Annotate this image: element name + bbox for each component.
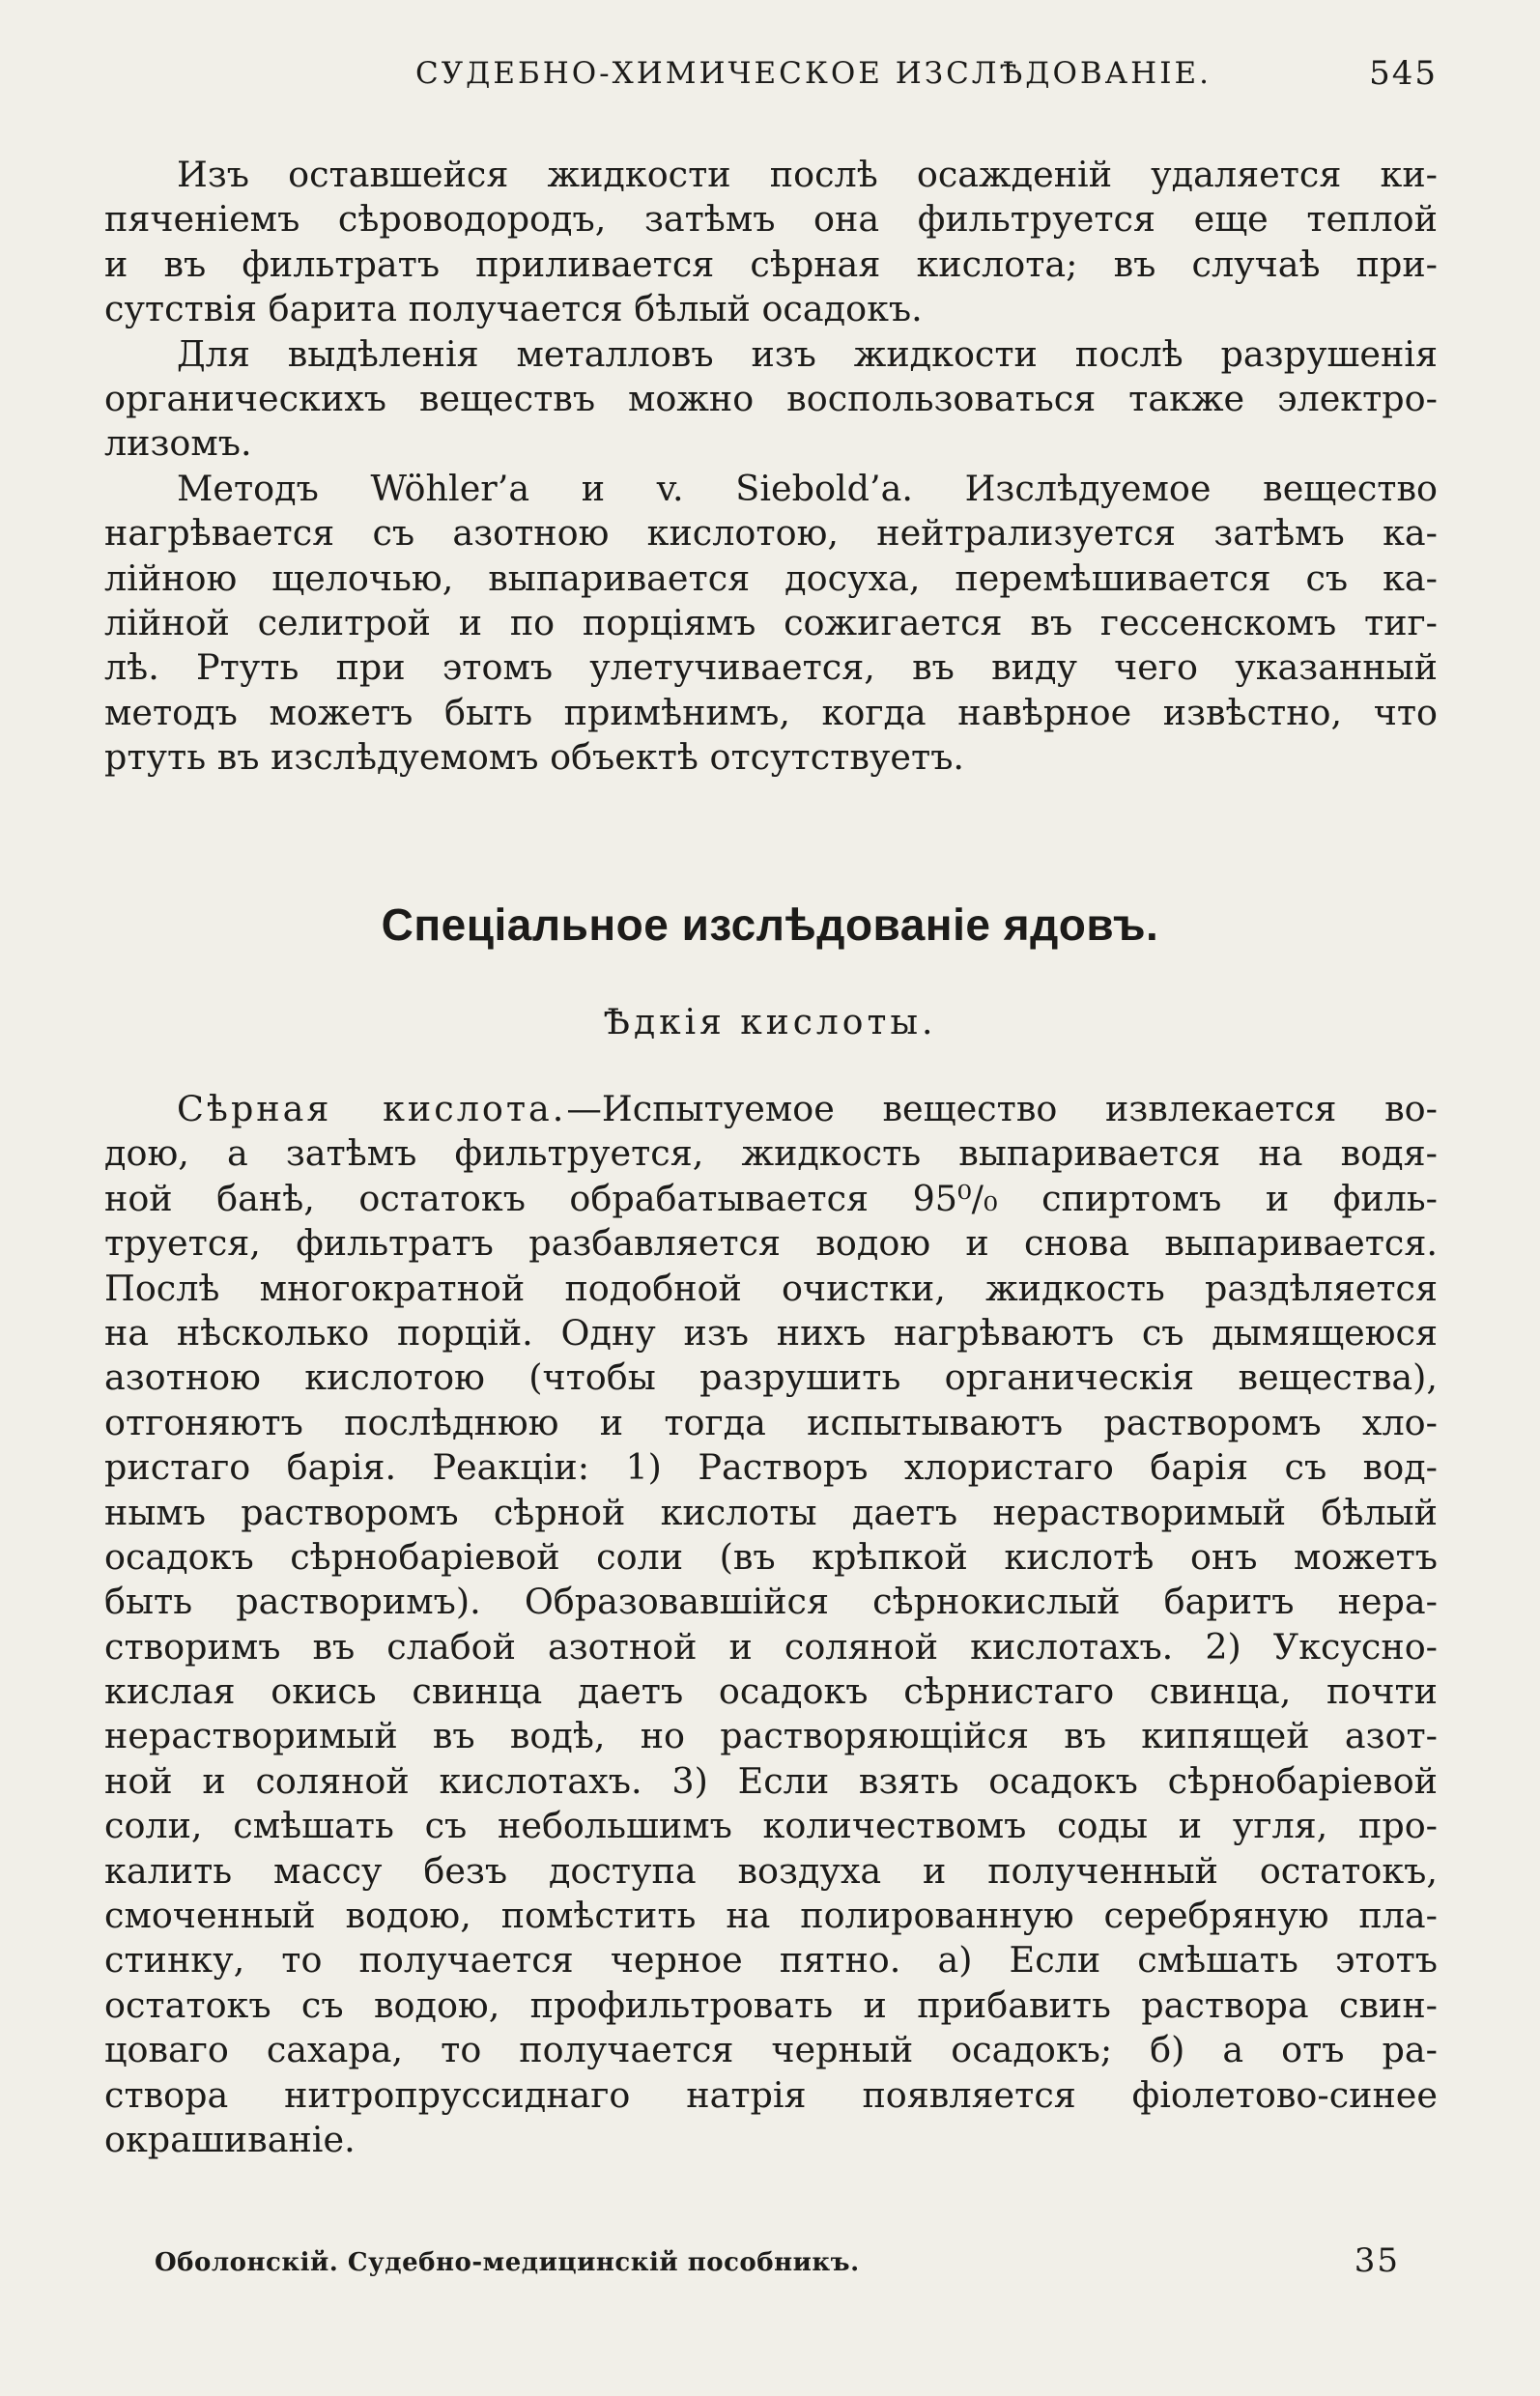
text-line: лійною щелочью, выпаривается досуха, перемѣшивается съ ка- [104, 556, 1438, 599]
text-line: быть растворимъ). Образовавшійся сѣрнокислый баритъ нера- [104, 1581, 1438, 1623]
text-line: сутствія барита получается бѣлый осадокъ. [104, 288, 923, 330]
section-heading: Спеціальное изслѣдованіе ядовъ. [381, 899, 1159, 950]
text-line: цоваго сахара, то получается черный осадокъ; б) а отъ ра- [104, 2029, 1438, 2071]
text-line: соли, смѣшать съ небольшимъ количествомъ соды и угля, про- [104, 1805, 1438, 1847]
page-number: 545 [1369, 54, 1438, 93]
text-line: калить массу безъ доступа воздуха и полученный остатокъ, [104, 1849, 1438, 1892]
sheet-number: 35 [1354, 2241, 1400, 2280]
text-line: створимъ въ слабой азотной и соляной кислотахъ. 2) Уксусно- [104, 1625, 1438, 1668]
text-line-first [104, 1087, 1438, 1131]
text-line: смоченный водою, помѣстить на полированную серебряную пла- [104, 1895, 1438, 1937]
text-line: Изъ оставшейся жидкости послѣ осажденій удаляется ки- [177, 154, 1438, 195]
paragraph-3 [104, 467, 1438, 781]
first-line-rest: —Испытуемое вещество извлекается во- [566, 1088, 1438, 1129]
paragraph-2 [104, 332, 1438, 467]
text-line: ной и соляной кислотахъ. 3) Если взять осадокъ сѣрнобаріевой [104, 1759, 1438, 1802]
text-line: лійной селитрой и по порціямъ сожигается въ гессенскомъ тиг- [104, 601, 1438, 643]
footer-signature: Оболонскій. Судебно-медицинскій пособникъ. [155, 2248, 860, 2277]
text-line: окрашиваніе. [104, 2118, 356, 2160]
text-line: методъ можетъ быть примѣнимъ, когда навѣрное извѣстно, что [104, 691, 1438, 733]
text-line: остатокъ съ водою, профильтровать и прибавить раствора свин- [104, 1983, 1438, 2026]
text-line: азотною кислотою (чтобы разрушить органическія вещества), [104, 1356, 1438, 1399]
text-line: стинку, то получается черное пятно. а) Если смѣшать этотъ [104, 1939, 1438, 1982]
text-line: органическихъ веществъ можно воспользоваться также электро- [104, 377, 1438, 419]
running-title: СУДЕБНО-ХИМИЧЕСКОЕ ИЗСЛѢДОВАНІЕ. [415, 56, 1212, 91]
text-line: пяченіемъ сѣроводородъ, затѣмъ она фильтруется еще теплой [104, 198, 1438, 241]
text-line: отгоняютъ послѣднюю и тогда испытываютъ растворомъ хло- [104, 1401, 1438, 1443]
main-paragraph [104, 1087, 1438, 2162]
text-line: Для выдѣленія металловъ изъ жидкости послѣ разрушенія [177, 332, 1438, 375]
text-line: нагрѣвается съ азотною кислотою, нейтрализуется затѣмъ ка- [104, 512, 1438, 555]
text-line: лизомъ. [104, 422, 252, 465]
text-line: лѣ. Ртуть при этомъ улетучивается, въ виду чего указанный [104, 646, 1438, 689]
text-line: ной банѣ, остатокъ обрабатывается 95⁰/₀ спиртомъ и филь- [104, 1177, 1438, 1219]
text-line: кислая окись свинца даетъ осадокъ сѣрнистаго свинца, почти [104, 1670, 1438, 1713]
text-line: створа нитропруссиднаго натрія появляется фіолетово-синее [104, 2073, 1438, 2116]
text-line: труется, фильтратъ разбавляется водою и снова выпаривается. [104, 1222, 1438, 1265]
text-line: и въ фильтратъ приливается сѣрная кислота; въ случаѣ при- [104, 242, 1438, 285]
text-line: нымъ растворомъ сѣрной кислоты даетъ нерастворимый бѣлый [104, 1491, 1438, 1533]
text-line: дою, а затѣмъ фильтруется, жидкость выпаривается на водя- [104, 1132, 1438, 1175]
paragraph-1 [104, 153, 1438, 332]
text-line: Методъ Wöhler’a и v. Siebold’a. Изслѣдуемое вещество [177, 467, 1438, 509]
sub-heading: Ѣдкія кислоты. [603, 1003, 937, 1042]
text-line: на нѣсколько порцій. Одну изъ нихъ нагрѣваютъ съ дымящеюся [104, 1311, 1438, 1354]
text-line: нерастворимый въ водѣ, но растворяющійся въ кипящей азот- [104, 1715, 1438, 1757]
paragraph-lead: Сѣрная кислота. [177, 1088, 567, 1129]
text-line: ристаго барія. Реакціи: 1) Растворъ хлористаго барія съ вод- [104, 1446, 1438, 1489]
text-line: ртуть въ изслѣдуемомъ объектѣ отсутствуетъ. [104, 736, 965, 779]
text-line: осадокъ сѣрнобаріевой соли (въ крѣпкой кислотѣ онъ можетъ [104, 1535, 1438, 1578]
text-line: Послѣ многократной подобной очистки, жидкость раздѣляется [104, 1267, 1438, 1309]
